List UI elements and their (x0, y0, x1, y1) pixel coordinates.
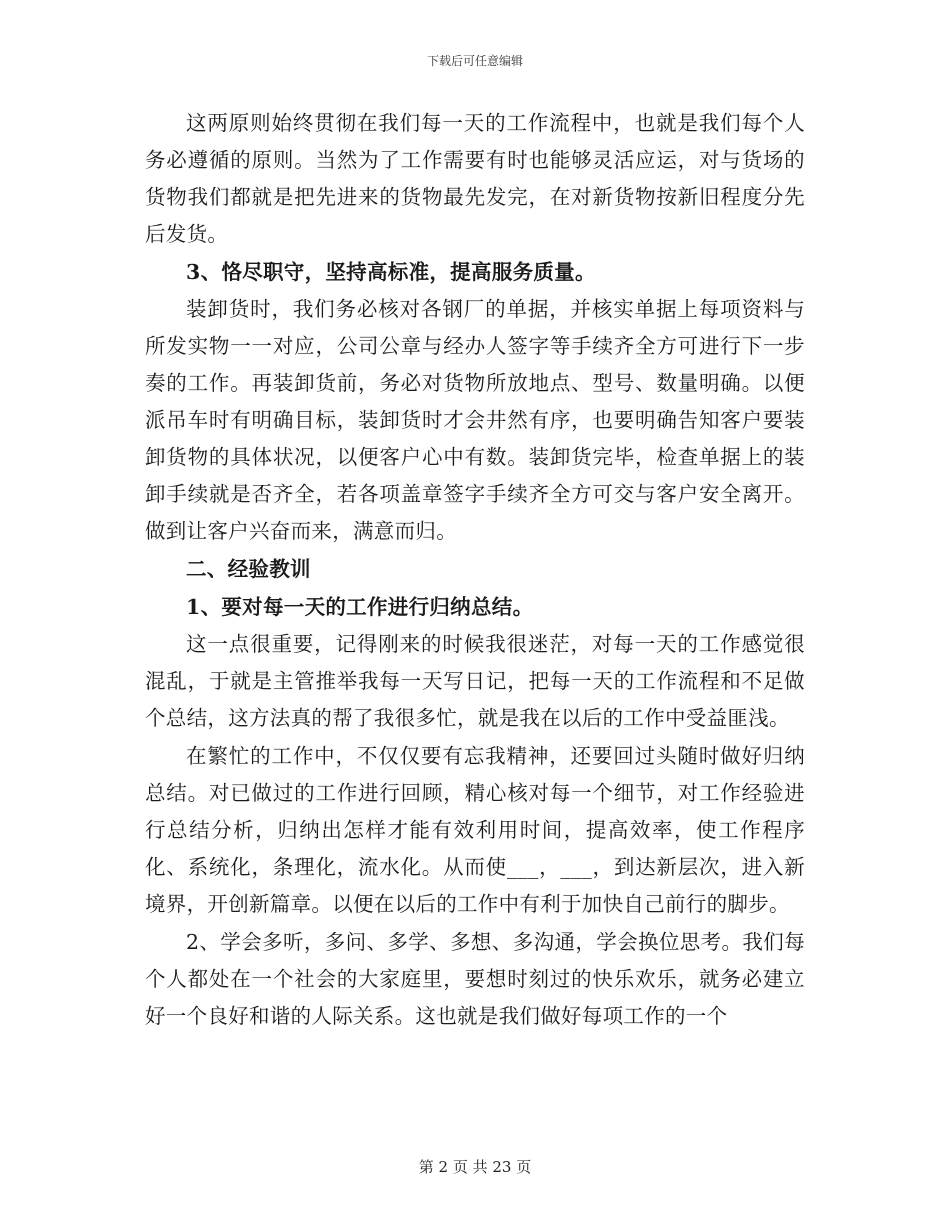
document-body (145, 105, 805, 1035)
paragraph-principles: 这两原则始终贯彻在我们每一天的工作流程中，也就是我们每个人务必遵循的原则。当然为了工作需要有时也能够灵活应运，对与货场的货物我们都就是把先进来的货物最先发完，在对新货物按新旧程度分先后发货。 (145, 111, 805, 246)
heading-duty: 3、恪尽职守，坚持高标准，提高服务质量。 (186, 260, 596, 284)
heading-lessons: 二、经验教训 (186, 557, 311, 581)
header-note: 下载后可任意编辑 (426, 54, 523, 68)
paragraph-diary: 这一点很重要，记得刚来的时候我很迷茫，对每一天的工作感觉很混乱，于就是主管推举我每一天写日记，把每一天的工作流程和不足做个总结，这方法真的帮了我很多忙，就是我在以后的工作中受益匪浅。 (145, 632, 805, 730)
paragraph-review: 在繁忙的工作中，不仅仅要有忘我精神，还要回过头随时做好归纳总结。对已做过的工作进行回顾，精心核对每一个细节，对工作经验进行总结分析，归纳出怎样才能有效利用时间，提高效率，使工作程序化、系统化，条理化，流水化。从而使___，___，到达新层次，进入新境界，开创新篇章。以便在以后的工作中有利于加快自己前行的脚步。 (145, 744, 805, 916)
paragraph-communication: 2、学会多听，多问、多学、多想、多沟通，学会换位思考。我们每个人都处在一个社会的大家庭里，要想时刻过的快乐欢乐，就务必建立好一个良好和谐的人际关系。这也就是我们做好每项工作的一个 (145, 930, 805, 1028)
page-number: 第 2 页 共 23 页 (418, 1158, 532, 1176)
heading-summary: 1、要对每一天的工作进行归纳总结。 (186, 595, 534, 619)
paragraph-loading: 装卸货时，我们务必核对各钢厂的单据，并核实单据上每项资料与所发实物一一对应，公司公章与经办人签字等手续齐全方可进行下一步奏的工作。再装卸货前，务必对货物所放地点、型号、数量明确。以便派吊车时有明确目标，装卸货时才会井然有序，也要明确告知客户要装卸货物的具体状况，以便客户心中有数。装卸货完毕，检查单据上的装卸手续就是否齐全，若各项盖章签字手续齐全方可交与客户安全离开。做到让客户兴奋而来，满意而归。 (145, 297, 805, 543)
